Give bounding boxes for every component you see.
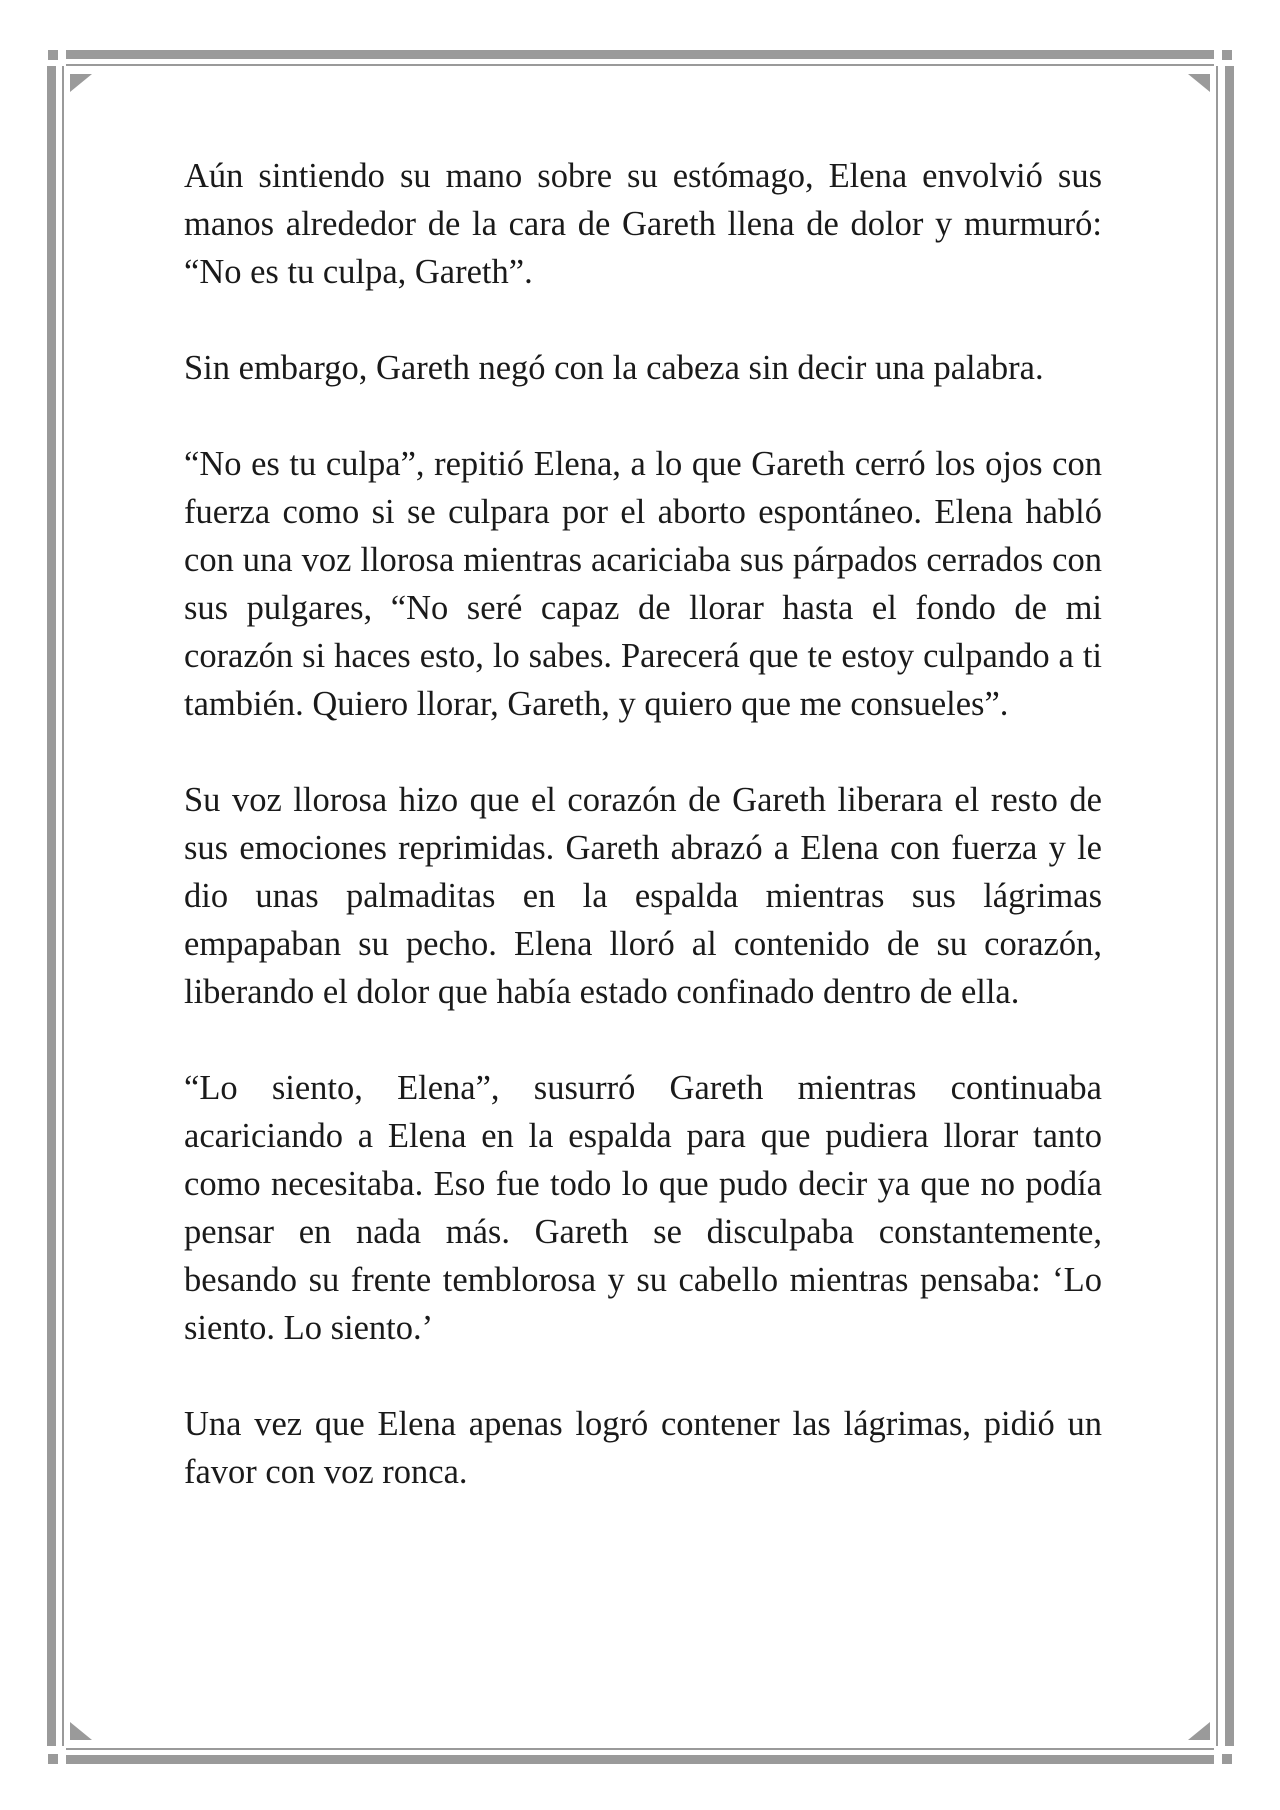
- paragraph: Aún sintiendo su mano sobre su estómago, Elena envolvió sus manos alrededor de la cara de Gareth llena de dolor y murmuró: “No es tu culpa, Gareth”.: [184, 157, 1102, 291]
- paragraph: Sin embargo, Gareth negó con la cabeza sin decir una palabra.: [184, 349, 1044, 387]
- paragraph: “No es tu culpa”, repitió Elena, a lo que Gareth cerró los ojos con fuerza como si se culpara por el aborto espontáneo. Elena habló con una voz llorosa mientras acariciaba sus párpados cerrados con sus pulgares, “No seré capaz de llorar hasta el fondo de mi corazón si haces esto, lo sabes. Parecerá que te estoy culpando a ti también. Quiero llorar, Gareth, y quiero que me consueles”.: [184, 445, 1102, 723]
- body-text: [184, 152, 1102, 1496]
- paragraph: Su voz llorosa hizo que el corazón de Gareth liberara el resto de sus emociones reprimidas. Gareth abrazó a Elena con fuerza y le dio unas palmaditas en la espalda mientras sus lágrimas empapaban su pecho. Elena lloró al contenido de su corazón, liberando el dolor que había estado confinado dentro de ella.: [184, 781, 1102, 1011]
- paragraph: Una vez que Elena apenas logró contener las lágrimas, pidió un favor con voz ronca.: [184, 1405, 1102, 1491]
- paragraph: “Lo siento, Elena”, susurró Gareth mientras continuaba acariciando a Elena en la espalda para que pudiera llorar tanto como necesitaba. Eso fue todo lo que pudo decir ya que no podía pensar en nada más. Gareth se disculpaba constantemente, besando su frente temblorosa y su cabello mientras pensaba: ‘Lo siento. Lo siento.’: [184, 1069, 1102, 1347]
